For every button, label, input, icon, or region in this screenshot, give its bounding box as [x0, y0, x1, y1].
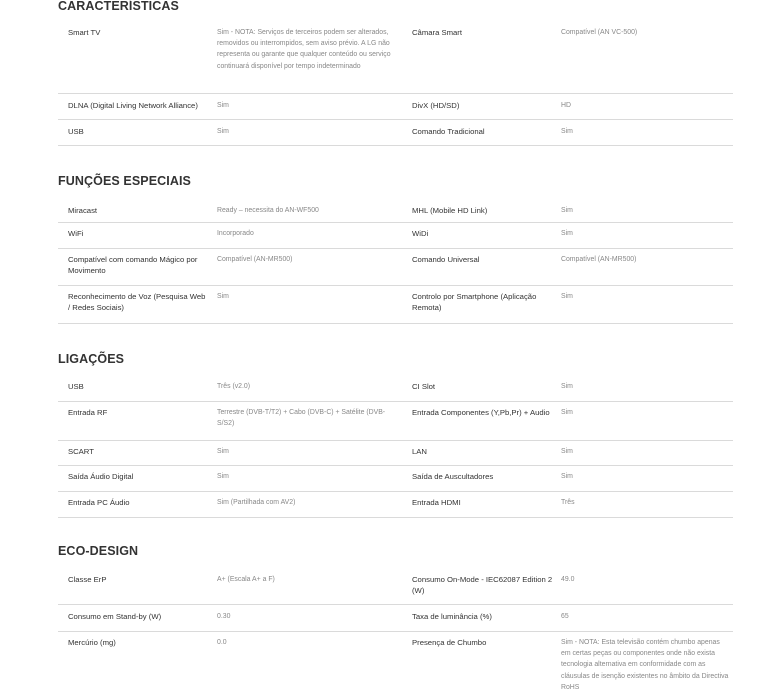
spec-row: [58, 379, 733, 402]
spec-label: MHL (Mobile HD Link): [412, 206, 488, 215]
spec-value: 49.0: [561, 576, 575, 583]
spec-label: Mercúrio (mg): [68, 638, 116, 647]
spec-row: [58, 572, 733, 605]
spec-value: Terrestre (DVB-T/T2) + Cabo (DVB-C) + Satélite (DVB-S/S2): [217, 409, 386, 428]
spec-value: HD: [561, 102, 571, 109]
spec-label: Consumo On-Mode - IEC62087 Edition 2 (W): [412, 575, 553, 596]
section-eco-design: [58, 544, 733, 691]
spec-value: Sim: [561, 207, 573, 214]
spec-row: [58, 632, 733, 698]
spec-value: Sim - NOTA: Esta televisão contém chumbo apenas em certas peças ou componentes onde não exista tecnologia alternativa em conformidade com as cláusulas de isenção existentes no âmbito da Directiva RoHS: [561, 639, 729, 691]
spec-value: Sim: [561, 128, 573, 135]
section-ligacoes: [58, 352, 733, 507]
spec-value: Sim: [561, 409, 573, 416]
spec-label: Comando Universal: [412, 255, 480, 264]
spec-value: Três (v2.0): [217, 383, 251, 390]
spec-label: Presença de Chumbo: [412, 638, 487, 647]
spec-label: Comando Tradicional: [412, 127, 485, 136]
spec-value: Compatível (AN-MR500): [217, 256, 293, 263]
spec-label: Entrada RF: [68, 408, 108, 417]
spec-label: USB: [68, 127, 84, 136]
spec-value: 0.30: [217, 613, 231, 620]
section-title: CARACTERÍSTICAS: [58, 0, 179, 13]
spec-value: Incorporado: [217, 230, 254, 237]
spec-label: Saída de Auscultadores: [412, 472, 494, 481]
spec-value: Sim: [561, 448, 573, 455]
spec-label: Taxa de luminância (%): [412, 612, 492, 621]
spec-label: Controlo por Smartphone (Aplicação Remota): [412, 292, 537, 313]
section-funcoes-especiais: [58, 174, 733, 313]
spec-label: Classe ErP: [68, 575, 107, 584]
spec-label: Miracast: [68, 206, 98, 215]
spec-label: Entrada HDMI: [412, 498, 461, 507]
spec-label: Saída Áudio Digital: [68, 472, 134, 481]
spec-value: Sim: [217, 128, 229, 135]
spec-value: Sim - NOTA: Serviços de terceiros podem ser alterados, removidos ou interrompidos, sem aviso prévio. A LG não representa ou garante que qualquer conteúdo ou serviço continuará disponível por tempo indeterminado: [217, 29, 391, 70]
section-title: ECO-DESIGN: [58, 544, 139, 558]
spec-value: Ready – necessita do AN-WF500: [217, 207, 319, 214]
spec-value: Sim: [561, 383, 573, 390]
spec-label: Câmara Smart: [412, 28, 462, 37]
spec-value: A+ (Escala A+ a F): [217, 576, 275, 583]
spec-row: [58, 402, 733, 441]
spec-label: SCART: [68, 447, 94, 456]
spec-value: Sim: [561, 230, 573, 237]
spec-value: Sim: [561, 473, 573, 480]
spec-label: LAN: [412, 447, 427, 456]
spec-row: [58, 200, 733, 223]
spec-value: Compatível (AN-MR500): [561, 256, 637, 263]
spec-label: WiDi: [412, 229, 429, 238]
spec-label: WiFi: [68, 229, 84, 238]
spec-label: CI Slot: [412, 382, 436, 391]
spec-value: Sim (Partilhada com AV2): [217, 499, 296, 506]
spec-row: [58, 466, 733, 492]
section-caracteristicas: [58, 0, 733, 136]
spec-value: Sim: [217, 102, 229, 109]
spec-value: Sim: [217, 473, 229, 480]
spec-row: [58, 223, 733, 249]
section-title: LIGAÇÕES: [58, 352, 125, 366]
spec-value: Sim: [561, 293, 573, 300]
spec-row: [58, 441, 733, 466]
spec-row: [58, 492, 733, 518]
spec-value: Três: [561, 499, 575, 506]
spec-row: [58, 27, 733, 94]
spec-label: DivX (HD/SD): [412, 101, 460, 110]
section-title: FUNÇÕES ESPECIAIS: [58, 174, 191, 188]
spec-row: [58, 286, 733, 324]
spec-label: USB: [68, 382, 84, 391]
spec-row: [58, 94, 733, 120]
spec-label: Reconhecimento de Voz (Pesquisa Web / Redes Sociais): [68, 292, 206, 313]
spec-label: DLNA (Digital Living Network Alliance): [68, 101, 198, 110]
spec-label: Smart TV: [68, 28, 101, 37]
spec-label: Compatível com comando Mágico por Movimento: [68, 255, 198, 276]
spec-label: Consumo em Stand-by (W): [68, 612, 162, 621]
spec-value: 0.0: [217, 639, 227, 646]
spec-label: Entrada PC Áudio: [68, 498, 130, 507]
spec-row: [58, 120, 733, 146]
spec-row: [58, 249, 733, 286]
spec-value: Sim: [217, 448, 229, 455]
spec-value: Sim: [217, 293, 229, 300]
spec-value: 65: [561, 613, 569, 620]
spec-row: [58, 605, 733, 632]
spec-label: Entrada Componentes (Y,Pb,Pr) + Audio: [412, 408, 550, 417]
spec-value: Compatível (AN VC-500): [561, 29, 638, 36]
